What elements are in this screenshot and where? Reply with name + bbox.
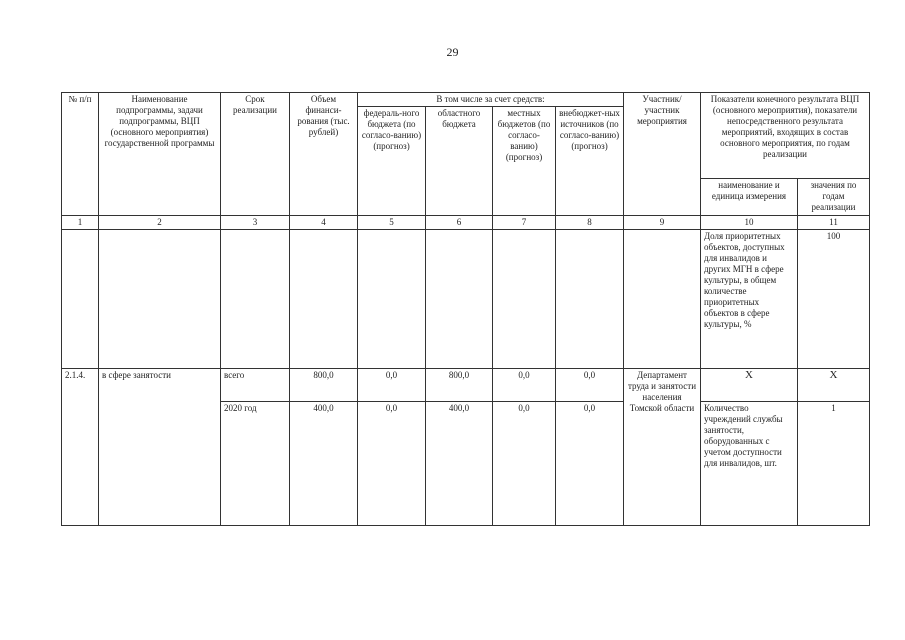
- empty-cell: [358, 230, 426, 369]
- indicator-name: Количество учреждений службы занятости, оборудованных с учетом доступности для инвалидов, шт.: [701, 401, 798, 525]
- table-row: [62, 368, 870, 401]
- row-federal: 0,0: [358, 401, 426, 525]
- row-total: 800,0: [290, 368, 358, 401]
- indicator-value: 1: [798, 401, 870, 525]
- column-number: 6: [426, 216, 493, 230]
- row-federal: 0,0: [358, 368, 426, 401]
- header-funding-sources: В том числе за счет средств:: [358, 93, 624, 107]
- indicator-value: 100: [798, 230, 870, 369]
- column-number: 1: [62, 216, 99, 230]
- row-extra: 0,0: [556, 368, 624, 401]
- header-name: Наименование подпрограммы, задачи подпрограммы, ВЦП (основного мероприятия) государственной программы: [99, 93, 221, 216]
- column-number: 10: [701, 216, 798, 230]
- row-local: 0,0: [493, 368, 556, 401]
- page-number: 29: [446, 45, 459, 59]
- column-number: 3: [221, 216, 290, 230]
- row-period: всего: [221, 368, 290, 401]
- row-period: 2020 год: [221, 401, 290, 525]
- row-total: 400,0: [290, 401, 358, 525]
- empty-cell: [556, 230, 624, 369]
- column-number: 9: [624, 216, 701, 230]
- empty-cell: [62, 230, 99, 369]
- header-funding-volume: Объем финанси-рования (тыс. рублей): [290, 93, 358, 216]
- row-number: 2.1.4.: [62, 368, 99, 525]
- row-participant: Департамент труда и занятости населения Томской области: [624, 368, 701, 525]
- empty-cell: [221, 230, 290, 369]
- indicator-value: Х: [798, 368, 870, 401]
- empty-cell: [426, 230, 493, 369]
- header-num: № п/п: [62, 93, 99, 216]
- row-extra: 0,0: [556, 401, 624, 525]
- header-period: Срок реализации: [221, 93, 290, 216]
- row-name: в сфере занятости: [99, 368, 221, 525]
- header-participant: Участник/ участник мероприятия: [624, 93, 701, 216]
- column-number: 7: [493, 216, 556, 230]
- empty-cell: [290, 230, 358, 369]
- row-regional: 800,0: [426, 368, 493, 401]
- row-regional: 400,0: [426, 401, 493, 525]
- table-row: [62, 230, 870, 369]
- header-indicators: Показатели конечного результата ВЦП (основного мероприятия), показатели непосредственного результата мероприятий, входящих в состав основного мероприятия, по годам реализации: [701, 93, 870, 179]
- column-number: 2: [99, 216, 221, 230]
- header-regional: областного бюджета: [426, 107, 493, 216]
- empty-cell: [493, 230, 556, 369]
- indicator-name: Х: [701, 368, 798, 401]
- column-number: 4: [290, 216, 358, 230]
- header-indicator-name: наименование и единица измерения: [701, 179, 798, 216]
- column-number: 5: [358, 216, 426, 230]
- row-local: 0,0: [493, 401, 556, 525]
- header-indicator-values: значения по годам реализации: [798, 179, 870, 216]
- header-local: местных бюджетов (по согласо-ванию) (прогноз): [493, 107, 556, 216]
- program-table: [61, 92, 870, 526]
- column-number: 8: [556, 216, 624, 230]
- column-number: 11: [798, 216, 870, 230]
- empty-cell: [624, 230, 701, 369]
- header-extrabudget: внебюджет-ных источников (по согласо-ванию) (прогноз): [556, 107, 624, 216]
- indicator-name: Доля приоритетных объектов, доступных для инвалидов и других МГН в сфере культуры, в общем количестве приоритетных объектов в сфере культуры, %: [701, 230, 798, 369]
- header-federal: федераль-ного бюджета (по согласо-ванию) (прогноз): [358, 107, 426, 216]
- empty-cell: [99, 230, 221, 369]
